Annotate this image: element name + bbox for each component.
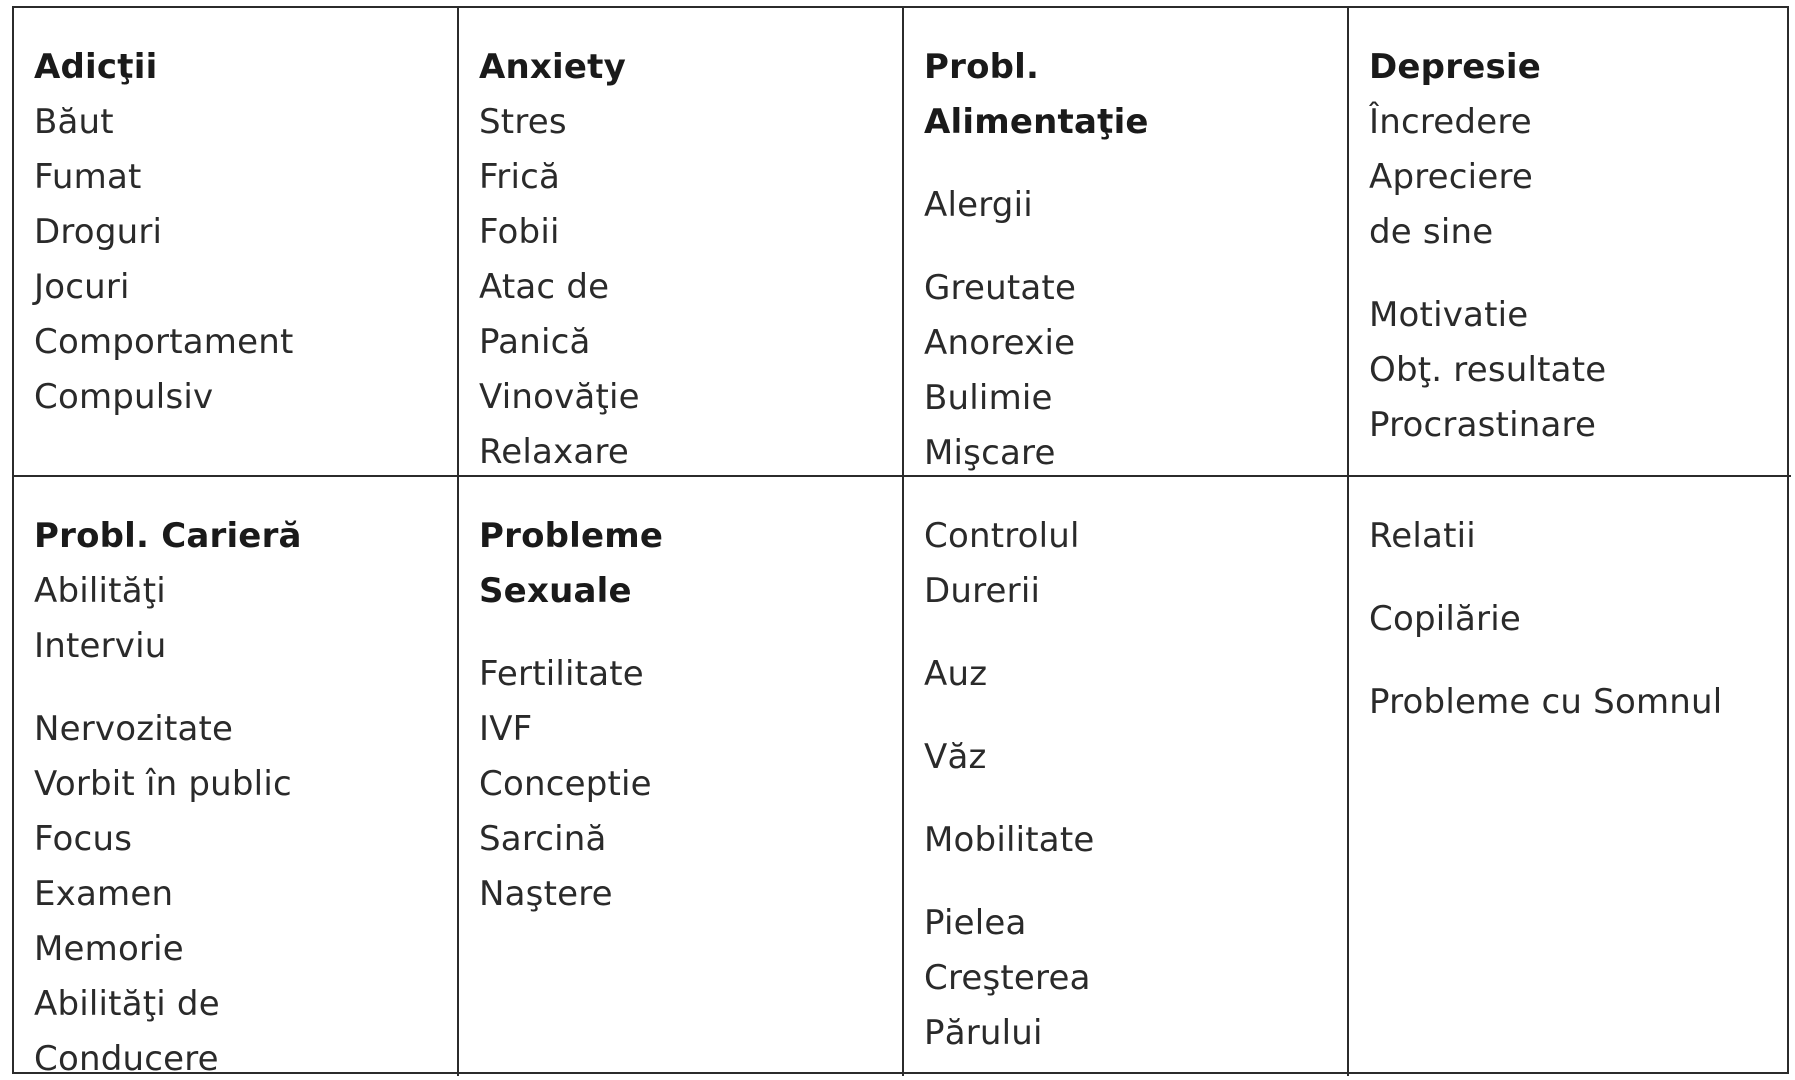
table-cell: [904, 477, 1349, 1076]
topic-item: de sine: [1369, 212, 1494, 252]
topic-item: Relatii: [1369, 516, 1476, 556]
topic-item: Examen: [34, 874, 174, 914]
topic-item: Controlul: [924, 516, 1080, 556]
category-heading: Sexuale: [479, 571, 632, 611]
table-cell: [459, 477, 904, 1076]
topic-item: Fobii: [479, 212, 560, 252]
topic-item: Apreciere: [1369, 157, 1533, 197]
topic-item: Procrastinare: [1369, 405, 1597, 445]
topic-item: Văz: [924, 737, 987, 777]
table-cell: [459, 8, 904, 477]
topic-item: Părului: [924, 1013, 1043, 1053]
topic-item: Bulimie: [924, 378, 1053, 418]
topic-item: Naştere: [479, 874, 613, 914]
topic-item: Conducere: [34, 1039, 219, 1076]
table-cell: [1349, 477, 1791, 1076]
topic-item: Relaxare: [479, 432, 630, 472]
topic-item: Obţ. resultate: [1369, 350, 1607, 390]
topic-item: Conceptie: [479, 764, 652, 804]
category-heading: Probl. Carieră: [34, 516, 302, 556]
topic-item: Vinovăţie: [479, 377, 640, 417]
topics-table: [12, 6, 1789, 1074]
topic-item: Compulsiv: [34, 377, 214, 417]
topic-item: Mişcare: [924, 433, 1056, 473]
topic-item: Încredere: [1369, 102, 1532, 142]
category-heading: Probleme: [479, 516, 664, 556]
topic-item: Alergii: [924, 185, 1033, 225]
topic-item: Greutate: [924, 268, 1077, 308]
topic-item: Jocuri: [34, 267, 130, 307]
table-cell: [14, 477, 459, 1076]
topic-item: Copilărie: [1369, 599, 1521, 639]
topic-item: Stres: [479, 102, 567, 142]
category-heading: Alimentaţie: [924, 102, 1149, 142]
topic-item: Memorie: [34, 929, 184, 969]
topic-item: Panică: [479, 322, 591, 362]
topic-item: Droguri: [34, 212, 163, 252]
category-heading: Probl.: [924, 47, 1040, 87]
topic-item: Abilităţi: [34, 571, 166, 611]
table-cell: [904, 8, 1349, 477]
topic-item: Frică: [479, 157, 561, 197]
topic-item: Focus: [34, 819, 133, 859]
category-heading: Adicţii: [34, 47, 158, 87]
topic-item: Pielea: [924, 903, 1027, 943]
topic-item: Vorbit în public: [34, 764, 292, 804]
topic-item: Durerii: [924, 571, 1041, 611]
topic-item: Mobilitate: [924, 820, 1095, 860]
topic-item: Creşterea: [924, 958, 1091, 998]
topic-item: Atac de: [479, 267, 610, 307]
topic-item: Fumat: [34, 157, 142, 197]
topic-item: Nervozitate: [34, 709, 234, 749]
topic-item: Abilităţi de: [34, 984, 220, 1024]
table-cell: [1349, 8, 1791, 477]
category-heading: Depresie: [1369, 47, 1541, 87]
topic-item: Fertilitate: [479, 654, 644, 694]
topic-item: Interviu: [34, 626, 167, 666]
topic-item: Băut: [34, 102, 114, 142]
topic-item: Anorexie: [924, 323, 1076, 363]
category-heading: Anxiety: [479, 47, 626, 87]
topic-item: Motivatie: [1369, 295, 1529, 335]
topic-item: Comportament: [34, 322, 294, 362]
topic-item: IVF: [479, 709, 533, 749]
topic-item: Sarcină: [479, 819, 607, 859]
topic-item: Probleme cu Somnul: [1369, 682, 1723, 722]
table-cell: [14, 8, 459, 477]
topic-item: Auz: [924, 654, 988, 694]
